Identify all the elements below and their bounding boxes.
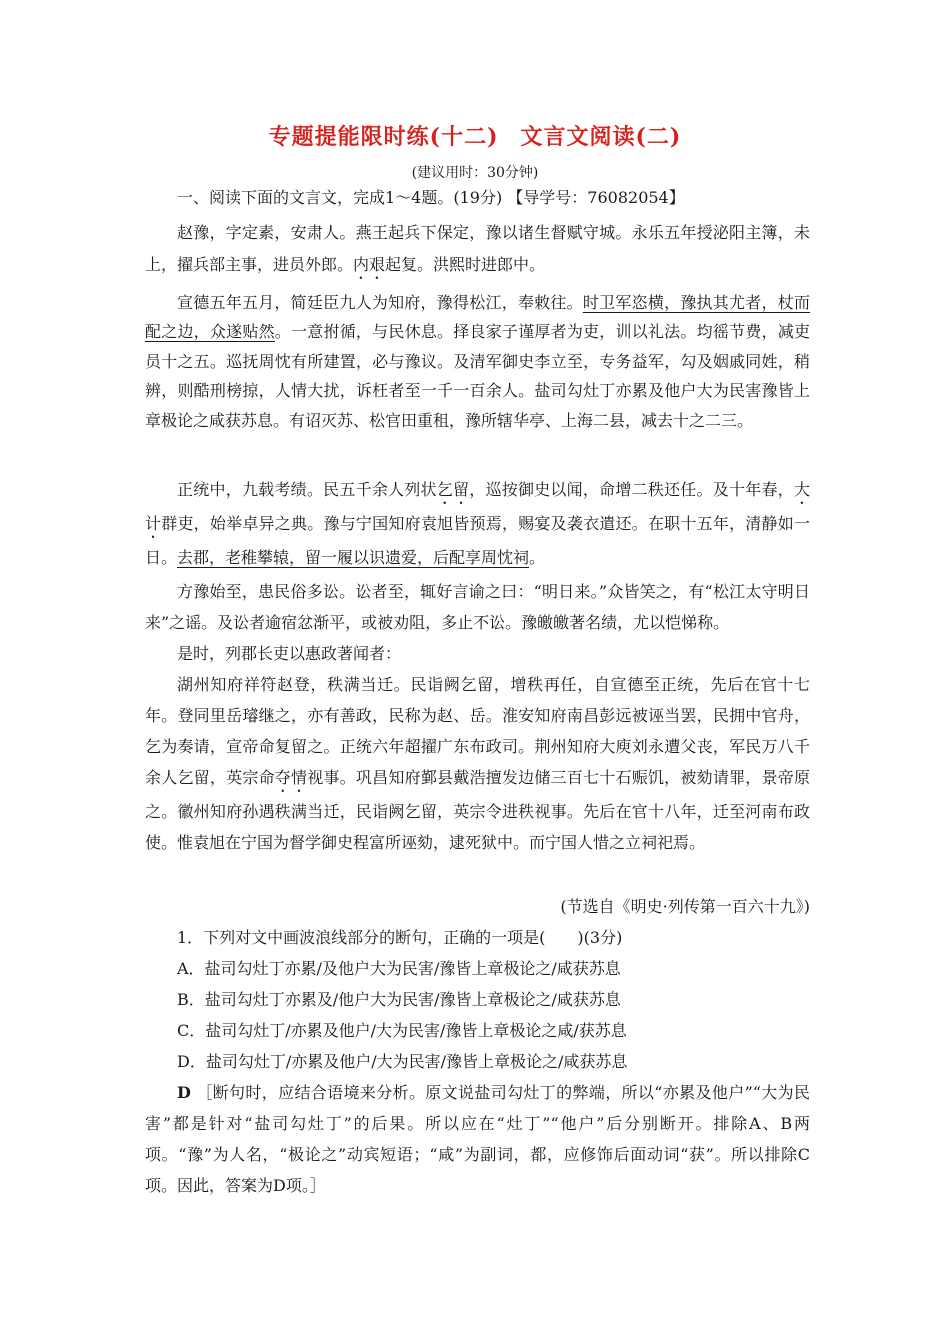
p3-underlined-sentence: 去郡，老稚攀辕，留一履以识遗爱，后配享周忱祠	[177, 548, 530, 567]
passage-paragraph-1	[145, 217, 810, 283]
title-part-1: 专题提能限时练(十二)	[268, 124, 499, 150]
answer-explanation	[145, 1077, 810, 1201]
page-title	[0, 120, 950, 151]
passage-paragraph-2	[145, 288, 810, 435]
p4-text: 方豫始至，患民俗多讼。讼者至，辄好言谕之曰：“明日来。”众皆笑之，有“松江太守明日来”之谣。及讼者逾宿忿渐平，或被劝阻，多止不讼。豫皦皦著名绩，尤以恺悌称。	[145, 582, 810, 632]
passage-paragraph-3	[145, 474, 810, 574]
option-c: C．盐司勾灶丁/亦累及他户/大为民害/豫皆上章极论之咸/获苏息	[177, 1021, 627, 1040]
question-1-stem: 1．下列对文中画波浪线部分的断句，正确的一项是( )(3分)	[177, 928, 623, 947]
p3-dotted-term-2: 大计	[145, 480, 810, 533]
title-part-2: 文言文阅读(二)	[520, 124, 682, 150]
passage-paragraph-6	[145, 669, 810, 858]
passage-source: (节选自《明史·列传第一百六十九》)	[560, 897, 810, 916]
section-intro-block	[145, 183, 810, 213]
suggested-time: (建议用时：30分钟)	[411, 165, 539, 181]
p6-text-b: 视事。巩昌知府鄞县戴浩擅发边储三百七十石赈饥，被劾请罪，景帝原之。徽州知府孙遇秩满当迁，民诣阙乞留，英宗令进秩视事。先后在官十八年，迁至河南布政使。惟袁旭在宁国为督学御史程富所诬劾，逮死狱中。而宁国人惜之立祠祀焉。	[145, 768, 810, 852]
p3-text-d: 。	[529, 548, 546, 567]
p2-text-b: 。一意拊循，与民休息。择良家子谨厚者为吏，训以礼法。均徭节费，减吏员十之五。巡抚周忱有所建置，必与豫议。及清军御史李立至，专务益军，勾及姻戚同姓，稍辨，则酷刑榜掠，人情大扰，诉枉者至一千一百余人。盐司勾灶丁亦累及他户大为民害豫皆上章极论之咸获苏息。有诏灭苏、松官田重租，豫所辖华亭、上海二县，减去十之二三。	[145, 322, 810, 430]
option-d: D．盐司勾灶丁/亦累及他户/大为民害/豫皆上章极论之/咸获苏息	[177, 1052, 628, 1071]
p1-text-a: 赵豫，字定素，安肃人。燕王起兵下保定，豫以诸生督赋守城。永乐五年授泌阳主簿，未上，擢兵部主事，进员外郎。	[145, 223, 810, 274]
p6-dotted-term: 夺情	[274, 768, 308, 787]
p6-text-a: 湖州知府祥符赵登，秩满当迁。民诣阙乞留，增秩再任，自宣德至正统，先后在官十七年。登同里岳璿继之，亦有善政，民称为赵、岳。淮安知府南昌彭远被诬当罢，民拥中官舟，乞为奏请，宣帝命复留之。正统六年超擢广东布政司。荆州知府大庾刘永遭父丧，军民万八千余人乞留，英宗命	[145, 675, 810, 787]
answer-letter: D	[177, 1083, 191, 1102]
p2-text-a: 宣德五年五月，简廷臣九人为知府，豫得松江，奉敕往。	[177, 293, 583, 312]
option-a: A．盐司勾灶丁亦累/及他户大为民害/豫皆上章极论之/咸获苏息	[177, 959, 621, 978]
p1-text-b: 起复。洪熙时进郎中。	[385, 255, 546, 274]
p3-text-a: 正统中，九载考绩。民五千余人列状	[177, 480, 437, 499]
p1-dotted-term: 内艰	[353, 255, 386, 274]
p5-text: 是时，列郡长吏以惠政著闻者：	[177, 644, 402, 663]
passage-paragraph-4	[145, 576, 810, 638]
p3-text-c: 群吏，始举卓异之典。豫与宁国知府袁旭皆预焉，赐宴及袭衣遣还。在职十五年，清静如一日。	[145, 514, 810, 567]
section-intro: 一、阅读下面的文言文，完成1～4题。(19分) 【导学号：76082054】	[177, 188, 685, 207]
answer-text: ［断句时，应结合语境来分析。原文说盐司勾灶丁的弊端，所以“亦累及他户”“大为民害”都是针对“盐司勾灶丁”的后果。所以应在“灶丁”“他户”后分别断开。排除A、B两项。“豫”为人名，“极论之”动宾短语；“咸”为副词，都，应修饰后面动词“获”。所以排除C项。因此，答案为D项。］	[145, 1083, 810, 1195]
option-b: B．盐司勾灶丁亦累及/他户大为民害/豫皆上章极论之/咸获苏息	[177, 990, 621, 1009]
p3-dotted-term-1: 乞留	[436, 480, 470, 499]
p2-underlined-sentence: 时卫军恣横，豫执其尤者，杖而配之边，众遂贴然	[145, 293, 810, 342]
passage-paragraph-5	[145, 638, 810, 669]
question-1	[145, 922, 810, 1077]
p3-text-b: ，巡按御史以闻，命增二秩还任。及十年春，	[469, 480, 794, 499]
